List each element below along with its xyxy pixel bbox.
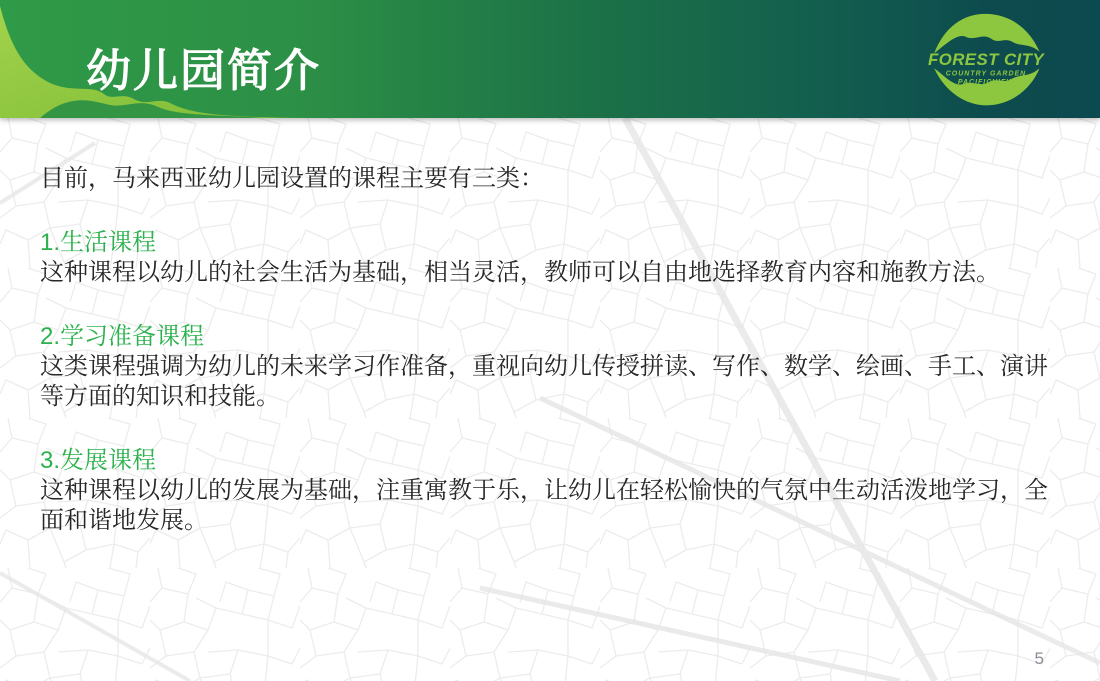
intro-text: 目前，马来西亚幼儿园设置的课程主要有三类： xyxy=(40,165,544,192)
section-heading: 1.生活课程 xyxy=(40,229,157,256)
course-section-life xyxy=(40,228,1060,288)
logo-subtitle-line2: PACIFICVIEW xyxy=(957,78,1015,86)
section-body: 这种课程以幼儿的发展为基础，注重寓教于乐，让幼儿在轻松愉快的气氛中生动活泼地学习，全面和谐地发展。 xyxy=(40,477,1048,534)
forest-city-logo xyxy=(916,6,1056,114)
slide-header xyxy=(0,0,1100,118)
page-number: 5 xyxy=(1034,649,1044,668)
section-body: 这类课程强调为幼儿的未来学习作准备，重视向幼儿传授拼读、写作、数学、绘画、手工、演讲等方面的知识和技能。 xyxy=(40,353,1048,410)
course-section-learning-prep xyxy=(40,322,1060,412)
logo-name: FOREST CITY xyxy=(927,49,1045,69)
section-body: 这种课程以幼儿的社会生活为基础，相当灵活，教师可以自由地选择教育内容和施教方法。 xyxy=(40,259,1000,286)
logo-leaf-top-icon xyxy=(934,14,1039,54)
page-title: 幼儿园简介 xyxy=(86,45,322,96)
slide-content xyxy=(0,118,1100,681)
logo-subtitle-line1: COUNTRY GARDEN xyxy=(945,70,1027,78)
course-section-development xyxy=(40,446,1060,536)
section-heading: 2.学习准备课程 xyxy=(40,323,205,350)
section-heading: 3.发展课程 xyxy=(40,447,157,474)
